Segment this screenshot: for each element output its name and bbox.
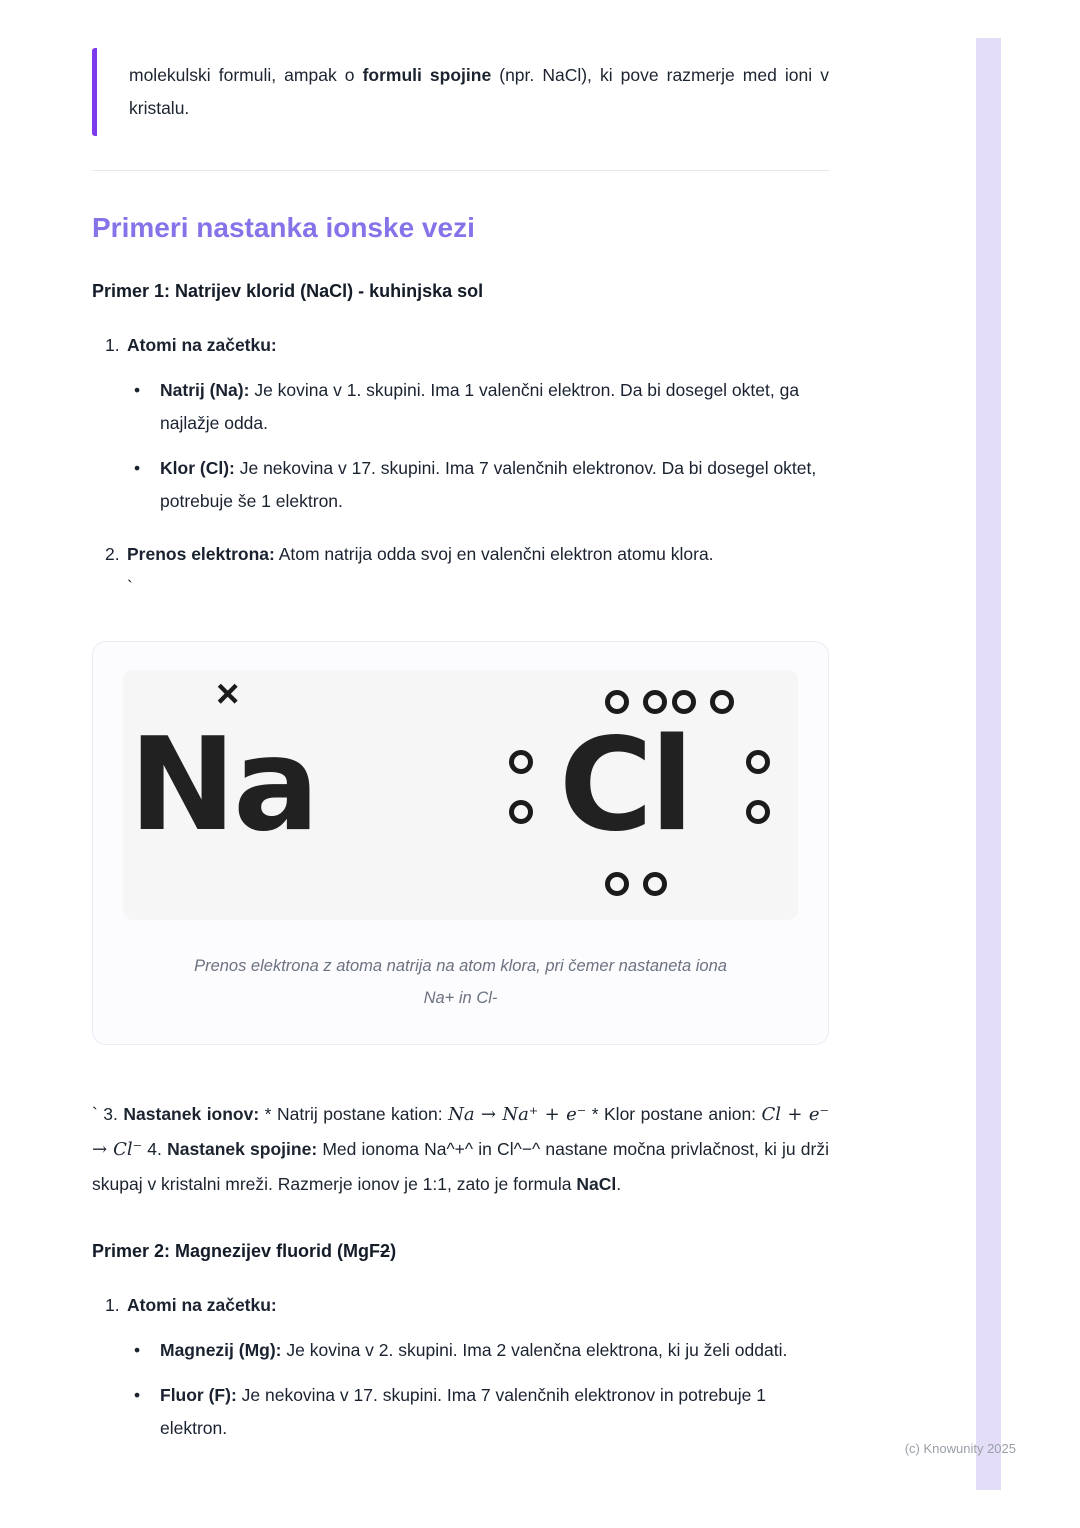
bullet-icon: [127, 452, 160, 518]
bullet-rest: Je nekovina v 17. skupini. Ima 7 valenčnih elektronov in potrebuje 1 elektron.: [160, 1385, 766, 1438]
list-item-1: [92, 329, 829, 518]
figure-caption: [131, 950, 790, 1014]
callout-note: [92, 48, 829, 136]
list-item-1: [92, 1289, 829, 1445]
section-divider: [92, 170, 829, 171]
list-number: 1.: [105, 1295, 120, 1315]
bullet-bold: Fluor (F):: [160, 1385, 237, 1405]
step3-label: Nastanek ionov:: [123, 1104, 260, 1124]
na-valence-electron-mark: ×: [216, 672, 240, 716]
list-item-2: [92, 538, 829, 601]
bullet-bold: Natrij (Na):: [160, 380, 250, 400]
scrollbar-track[interactable]: [976, 38, 1001, 1490]
list-item-body: [127, 538, 829, 601]
figure-card: [92, 641, 829, 1045]
list-number: 1.: [105, 335, 120, 355]
primer2-title-close: ): [390, 1241, 397, 1261]
step3-text1: * Natrij postane kation:: [259, 1104, 449, 1124]
step4-text: Med ionoma Na^+^ in Cl^−^ nastane močna privlačnost, ki ju drži skupaj v kristalni mreži. Razmerje ionov je 1:1, zato je formula: [92, 1139, 829, 1194]
electron-dot-icon: [509, 800, 533, 824]
bullet-rest: Je kovina v 1. skupini. Ima 1 valenčni elektron. Da bi dosegel oktet, ga najlažje odda.: [160, 380, 800, 433]
electron-dot-icon: [746, 750, 770, 774]
figure-caption-line2: Na+ in Cl-: [423, 989, 498, 1007]
bullet-bold: Magnezij (Mg):: [160, 1340, 282, 1360]
steps-intro: ` 3.: [92, 1104, 124, 1124]
bullet-item-magnezij: [127, 1334, 829, 1367]
bullet-list: [127, 1334, 829, 1445]
bullet-text: [160, 1379, 829, 1445]
bullet-item-klor: [127, 452, 829, 518]
step3-equation-2: Cl + e⁻ → Cl⁻: [92, 1104, 829, 1160]
list-item-body: [127, 329, 829, 518]
bullet-text: [160, 452, 829, 518]
bullet-rest: Je nekovina v 17. skupini. Ima 7 valenčnih elektronov. Da bi dosegel oktet, potrebuje še 1 elektron.: [160, 458, 817, 511]
bullet-icon: [127, 1334, 160, 1367]
electron-dot-icon: [746, 800, 770, 824]
primer2-list: [92, 1289, 829, 1445]
bullet-rest: Je kovina v 2. skupini. Ima 2 valenčna elektrona, ki ju želi oddati.: [281, 1340, 788, 1360]
electron-dot-icon: [643, 690, 667, 714]
list-item-label: Prenos elektrona:: [127, 544, 275, 564]
step4-label: Nastanek spojine:: [167, 1139, 318, 1159]
bullet-list: [127, 374, 829, 518]
list-item-text: Atom natrija odda svoj en valenčni elektron atomu klora.: [274, 544, 714, 564]
electron-dot-icon: [643, 872, 667, 896]
electron-dot-icon: [605, 872, 629, 896]
callout-text-after: (npr. NaCl), ki pove razmerje med ioni v kristalu.: [129, 65, 829, 118]
steps-3-4-paragraph: [92, 1097, 829, 1201]
bullet-text: [160, 374, 829, 440]
electron-dot-icon: [509, 750, 533, 774]
primer1-list: [92, 329, 829, 601]
bullet-item-fluor: [127, 1379, 829, 1445]
electron-dot-icon: [710, 690, 734, 714]
bullet-item-natrij: [127, 374, 829, 440]
step3-text2: * Klor postane anion:: [586, 1104, 762, 1124]
electron-dot-icon: [672, 690, 696, 714]
stray-backtick: `: [127, 577, 133, 597]
list-item-label: Atomi na začetku:: [127, 335, 277, 355]
bullet-bold: Klor (Cl):: [160, 458, 235, 478]
section-heading: Primeri nastanka ionske vezi: [92, 212, 475, 243]
cl-symbol: Cl: [559, 711, 691, 860]
list-item-body: [127, 1289, 829, 1445]
primer1-title: Primer 1: Natrijev klorid (NaCl) - kuhinjska sol: [92, 281, 484, 301]
step4-end: .: [616, 1174, 622, 1194]
step4-formula: NaCl: [576, 1174, 617, 1194]
content-column: [92, 0, 829, 1445]
step3-equation-1: Na → Na⁺ + e⁻: [448, 1104, 587, 1125]
primer2-title-main: Primer 2: Magnezijev fluorid (MgF: [92, 1241, 381, 1261]
electron-dot-icon: [605, 690, 629, 714]
list-number: 2.: [105, 544, 120, 564]
figure-caption-line1: Prenos elektrona z atoma natrija na atom klora, pri čemer nastaneta iona: [194, 957, 727, 975]
callout-text: [129, 59, 829, 125]
list-item-label: Atomi na začetku:: [127, 1295, 277, 1315]
step4-intro: 4.: [142, 1139, 168, 1159]
callout-text-bold: formuli spojine: [362, 65, 492, 85]
bullet-icon: [127, 1379, 160, 1445]
bullet-text: [160, 1334, 829, 1367]
bullet-icon: [127, 374, 160, 440]
copyright-text: (c) Knowunity 2025: [904, 1441, 1016, 1456]
primer2-title: [92, 1239, 829, 1263]
callout-text-before: molekulski formuli, ampak o: [129, 65, 363, 85]
primer2-title-strikethrough: 2: [380, 1241, 391, 1261]
lewis-structure-image: [123, 670, 798, 920]
na-symbol: Na: [129, 711, 317, 860]
